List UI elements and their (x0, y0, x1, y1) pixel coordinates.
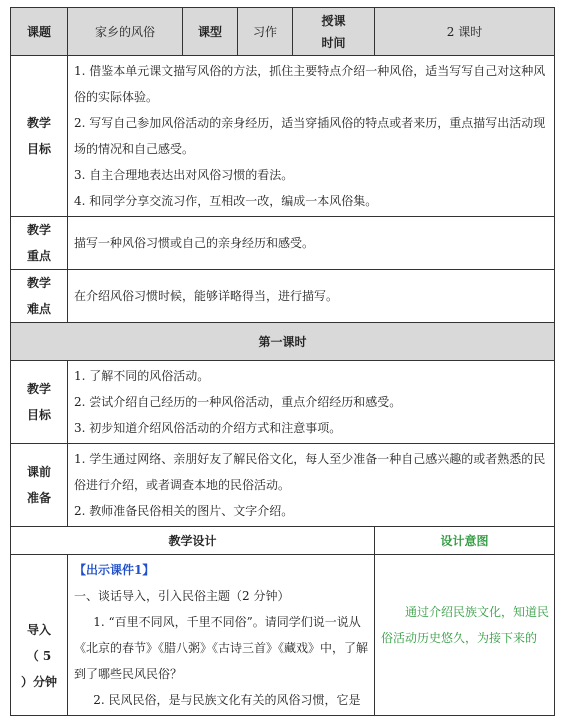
lesson1-goals-label-line1: 教学 (26, 382, 51, 396)
prep-item: 2. 教师准备民俗相关的图片、文字介绍。 (74, 504, 294, 518)
lesson1-goals-label-line2: 目标 (26, 408, 51, 422)
prep-content (68, 444, 555, 527)
difficulty-label-line2: 难点 (26, 302, 51, 316)
goals-label-line1: 教学 (26, 116, 51, 130)
header-row (11, 8, 555, 56)
design-header-row (11, 527, 555, 555)
intro-heading-line (74, 557, 368, 609)
key-point-label-line2: 重点 (26, 249, 51, 263)
difficulty-label-line1: 教学 (26, 276, 51, 290)
prep-label-line2: 准备 (26, 491, 51, 505)
difficulty-text: 在介绍风俗习惯时候，能够详略得当，进行描写。 (68, 270, 555, 323)
intro-paragraph-2: 2. 民风民俗，是与民族文化有关的风俗习惯，它是 (93, 693, 361, 707)
key-point-label (11, 217, 68, 270)
intro-paragraph-1: 1. “百里不同风，千里不同俗”。请同学们说一说从《北京的春节》《腊八粥》《古诗三首》《藏戏》中，了解到了哪些民风民俗？ (74, 615, 369, 681)
lesson1-goals-content (68, 361, 555, 444)
courseware-tag: 【出示课件1】 (74, 563, 155, 577)
intro-content (68, 555, 375, 716)
time-label-line1: 授课 (321, 13, 346, 28)
prep-label (11, 444, 68, 527)
difficulty-label (11, 270, 68, 323)
intro-label (11, 555, 68, 716)
lesson1-goal-item: 1. 了解不同的风俗活动。 (74, 369, 210, 383)
goals-label (11, 56, 68, 217)
intro-row (11, 555, 555, 716)
key-point-text: 描写一种风俗习惯或自己的亲身经历和感受。 (68, 217, 555, 270)
topic-label: 课题 (11, 8, 68, 56)
intro-label-line2: （ 5 (26, 649, 52, 663)
goals-content (68, 56, 555, 217)
lesson1-title-row (11, 323, 555, 361)
goal-item: 3. 自主合理地表达出对风俗习惯的看法。 (74, 168, 294, 182)
intent-header: 设计意图 (375, 527, 555, 555)
topic-value: 家乡的风俗 (68, 8, 183, 56)
difficulty-row (11, 270, 555, 323)
intent-text: 通过介绍民族文化，知道民俗活动历史悠久，为接下来的 (381, 605, 550, 645)
time-value: 2 课时 (375, 8, 555, 56)
lesson1-goals-label (11, 361, 68, 444)
key-point-row (11, 217, 555, 270)
goal-item: 1. 借鉴本单元课文描写风俗的方法，抓住主要特点介绍一种风俗，适当写写自己对这种风俗的实际体验。 (74, 64, 546, 104)
goal-item: 2. 写写自己参加风俗活动的亲身经历，适当穿插风俗的特点或者来历，重点描写出活动现场的情况和自己感受。 (74, 116, 546, 156)
lesson-plan-table (10, 7, 555, 716)
type-label: 课型 (183, 8, 238, 56)
intro-heading: 一、谈话导入，引入民俗主题（2 分钟） (74, 589, 290, 603)
lesson1-goal-item: 3. 初步知道介绍风俗活动的介绍方式和注意事项。 (74, 421, 342, 435)
time-label-line2: 时间 (321, 35, 346, 50)
key-point-label-line1: 教学 (26, 223, 51, 237)
intent-cell (375, 555, 555, 716)
time-label (293, 8, 375, 56)
lesson1-title: 第一课时 (11, 323, 555, 361)
intro-label-line1: 导入 (26, 623, 51, 637)
prep-label-line1: 课前 (26, 465, 51, 479)
goals-row (11, 56, 555, 217)
type-value: 习作 (238, 8, 293, 56)
design-header: 教学设计 (11, 527, 375, 555)
goals-label-line2: 目标 (26, 142, 51, 156)
lesson1-goal-item: 2. 尝试介绍自己经历的一种风俗活动，重点介绍经历和感受。 (74, 395, 402, 409)
prep-item: 1. 学生通过网络、亲朋好友了解民俗文化，每人至少准备一种自己感兴趣的或者熟悉的民俗进行介绍，或者调查本地的民俗活动。 (74, 452, 546, 492)
goal-item: 4. 和同学分享交流习作，互相改一改，编成一本风俗集。 (74, 194, 378, 208)
intro-label-line3: ）分钟 (20, 675, 57, 689)
lesson1-goals-row (11, 361, 555, 444)
prep-row (11, 444, 555, 527)
